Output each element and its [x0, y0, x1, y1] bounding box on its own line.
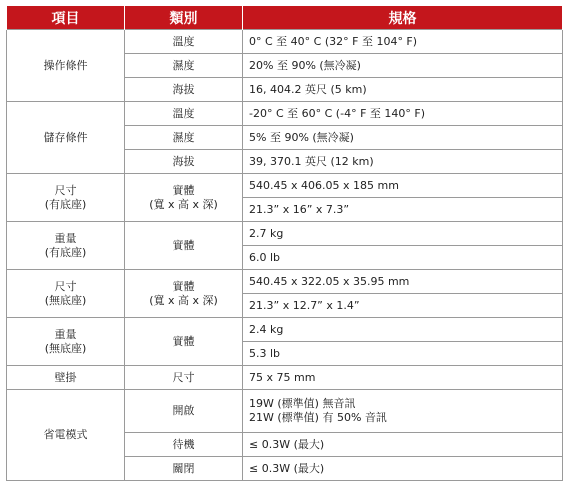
wall-mount-label: 壁掛: [7, 366, 125, 390]
size-without-stand-cat-2: (寬 x 高 x 深): [149, 293, 218, 307]
table-row: [7, 30, 563, 54]
size-with-stand-cat-2: (寬 x 高 x 深): [149, 197, 218, 211]
table-header-row: [7, 6, 563, 30]
power-on-value-2: 21W (標準值) 有 50% 音訊: [249, 411, 387, 424]
weight-with-stand-label-2: (有底座): [44, 245, 87, 259]
power-standby-label: 待機: [125, 433, 243, 457]
weight-with-stand-category: 實體: [125, 222, 243, 270]
storage-altitude-value: 39, 370.1 英尺 (12 km): [243, 150, 563, 174]
wall-mount-category: 尺寸: [125, 366, 243, 390]
wall-mount-value: 75 x 75 mm: [243, 366, 563, 390]
header-spec: 規格: [243, 6, 563, 30]
storage-temp-label: 溫度: [125, 102, 243, 126]
operating-label: 操作條件: [7, 30, 125, 102]
power-on-value: [243, 390, 563, 433]
weight-without-stand-lb: 5.3 lb: [243, 342, 563, 366]
storage-label: 儲存條件: [7, 102, 125, 174]
weight-without-stand-label-2: (無底座): [44, 341, 87, 355]
table-row: [7, 318, 563, 342]
table-row: [7, 222, 563, 246]
power-on-label: 開啟: [125, 390, 243, 433]
size-without-stand-category: [125, 270, 243, 318]
weight-with-stand-label-1: 重量: [54, 231, 77, 245]
table-row: [7, 366, 563, 390]
size-without-stand-label-1: 尺寸: [54, 279, 77, 293]
table-row: [7, 174, 563, 198]
size-with-stand-category: [125, 174, 243, 222]
size-with-stand-in: 21.3” x 16” x 7.3”: [243, 198, 563, 222]
operating-humidity-value: 20% 至 90% (無冷凝): [243, 54, 563, 78]
size-without-stand-label: [7, 270, 125, 318]
table-row: [7, 390, 563, 433]
header-item: 項目: [7, 6, 125, 30]
power-standby-value: ≤ 0.3W (最大): [243, 433, 563, 457]
power-off-label: 關閉: [125, 457, 243, 481]
power-off-value: ≤ 0.3W (最大): [243, 457, 563, 481]
weight-without-stand-kg: 2.4 kg: [243, 318, 563, 342]
size-with-stand-label: [7, 174, 125, 222]
storage-humidity-label: 濕度: [125, 126, 243, 150]
size-with-stand-label-1: 尺寸: [54, 183, 77, 197]
table-row: [7, 102, 563, 126]
weight-without-stand-category: 實體: [125, 318, 243, 366]
operating-humidity-label: 濕度: [125, 54, 243, 78]
spec-table-container: [6, 6, 562, 481]
size-with-stand-mm: 540.45 x 406.05 x 185 mm: [243, 174, 563, 198]
size-with-stand-label-2: (有底座): [44, 197, 87, 211]
weight-with-stand-kg: 2.7 kg: [243, 222, 563, 246]
table-row: [7, 270, 563, 294]
size-without-stand-cat-1: 實體: [172, 279, 195, 293]
spec-table: [6, 6, 563, 481]
operating-temp-value: 0° C 至 40° C (32° F 至 104° F): [243, 30, 563, 54]
weight-with-stand-label: [7, 222, 125, 270]
operating-altitude-value: 16, 404.2 英尺 (5 km): [243, 78, 563, 102]
power-saving-label: 省電模式: [7, 390, 125, 481]
weight-with-stand-lb: 6.0 lb: [243, 246, 563, 270]
power-on-value-1: 19W (標準值) 無音訊: [249, 397, 356, 410]
operating-temp-label: 溫度: [125, 30, 243, 54]
size-with-stand-cat-1: 實體: [172, 183, 195, 197]
header-category: 類別: [125, 6, 243, 30]
weight-without-stand-label-1: 重量: [54, 327, 77, 341]
size-without-stand-label-2: (無底座): [44, 293, 87, 307]
storage-temp-value: -20° C 至 60° C (-4° F 至 140° F): [243, 102, 563, 126]
size-without-stand-mm: 540.45 x 322.05 x 35.95 mm: [243, 270, 563, 294]
weight-without-stand-label: [7, 318, 125, 366]
storage-humidity-value: 5% 至 90% (無冷凝): [243, 126, 563, 150]
operating-altitude-label: 海拔: [125, 78, 243, 102]
storage-altitude-label: 海拔: [125, 150, 243, 174]
size-without-stand-in: 21.3” x 12.7” x 1.4”: [243, 294, 563, 318]
